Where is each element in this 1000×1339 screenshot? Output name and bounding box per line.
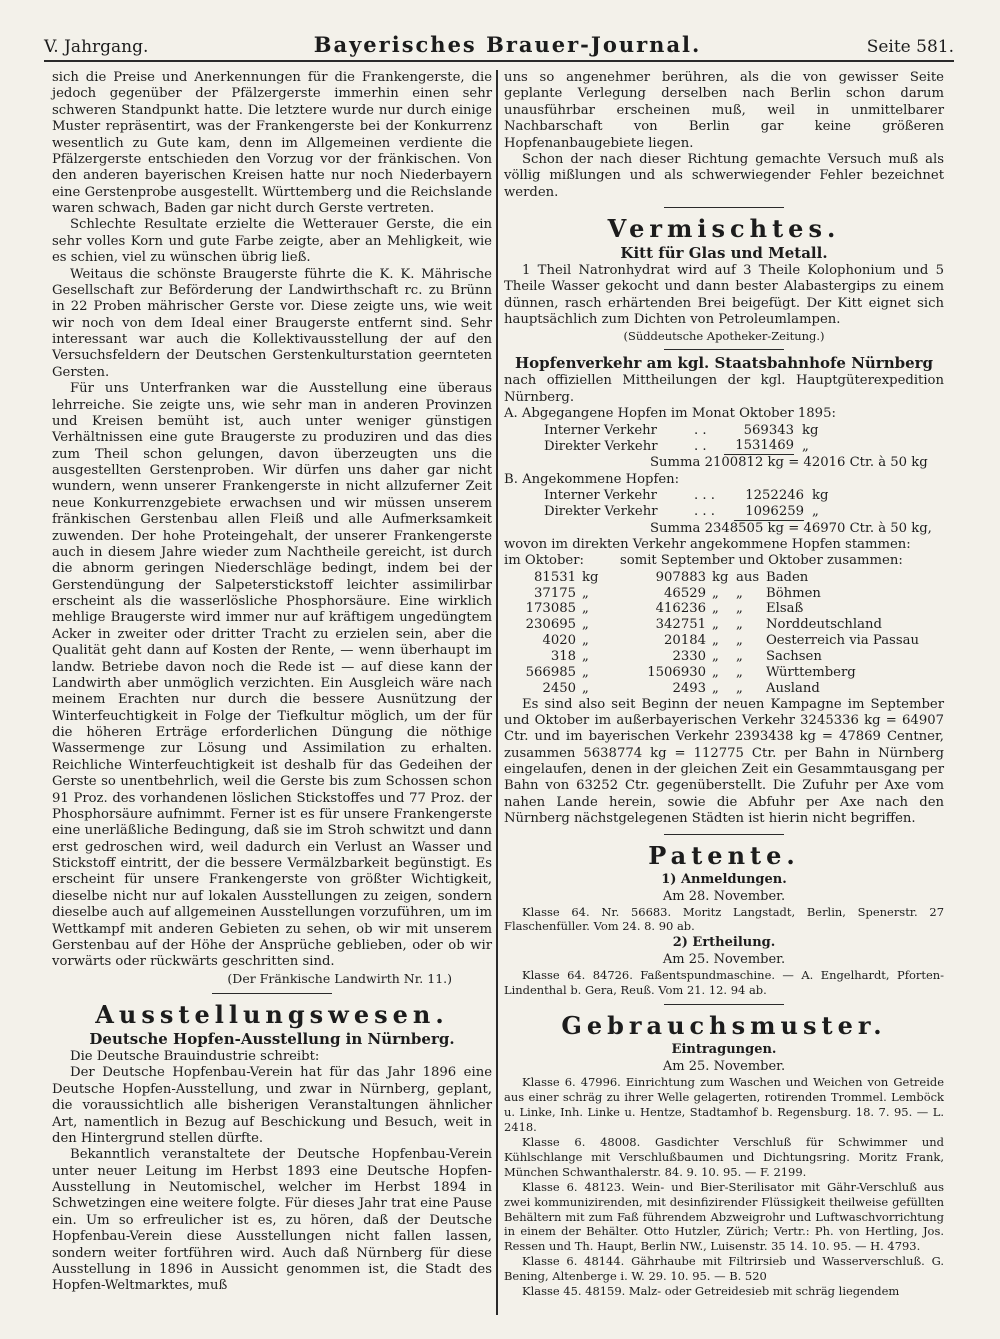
date-line: Am 25. November.	[662, 1059, 786, 1075]
subsection-heading: Eintragungen.	[671, 1042, 777, 1058]
cell-total: 46529	[664, 585, 706, 601]
sum-label: Summa	[650, 455, 701, 471]
row-unit: „	[812, 504, 819, 520]
paragraph: Der Deutsche Hopfenbau-Verein hat für das Jahr 1896 eine Deutsche Hopfen-Ausstellung, und zwar in Nürnberg, geplant, die voraussichtlich alle bisherigen Veranstaltungen ähnlicher Art, namentlich in Bezug auf Beschickung und Besuch, weit in den Hintergrund stellen dürfte.	[52, 1065, 492, 1146]
table-section-heading: A. Abgegangene Hopfen im Monat Oktober 1895:	[504, 406, 836, 422]
page-header	[44, 30, 954, 62]
cell-october: 230695	[525, 617, 576, 633]
journal-title: Bayerisches Brauer-Journal.	[313, 32, 702, 57]
patent-entry: Klasse 64. Nr. 56683. Moritz Langstadt, Berlin, Spenerstr. 27 Flaschenfüller. Vom 24. 8. 90 ab.	[504, 904, 944, 934]
cell-prep: „	[736, 649, 743, 665]
date-line: Am 28. November.	[662, 888, 786, 904]
cell-prep: „	[736, 601, 743, 617]
cell-unit: „	[582, 585, 589, 601]
row-value: 1096259	[734, 504, 804, 520]
row-value: 1531469	[724, 438, 794, 454]
cell-october: 566985	[525, 664, 576, 680]
table-row	[504, 649, 944, 665]
origin-table	[504, 570, 944, 697]
gm-entry: Klasse 6. 48008. Gasdichter Verschluß für Schwimmer und Kühlschlange mit Verschlußbaumen und Dichtungsring. Moritz Frank, München Schwanthalerstr. 84. 9. 10. 95. — F. 2199.	[504, 1134, 944, 1179]
paragraph: Bekanntlich veranstaltete der Deutsche Hopfenbau-Verein unter neuer Leitung im Herbst 1893 eine Deutsche Hopfen-Ausstellung in Neutomischel, welcher im Herbst 1894 in Schwetzingen eine weitere folgte. Für dieses Jahr trat eine Pause ein. Um so erfreulicher ist es, zu hören, daß der Deutsche Hopfenbau-Verein diese Ausstellungen nicht fallen lassen, sondern weiter fortführen wird. Auch daß Nürnberg für diese Ausstellung in 1896 in Aussicht genommen ist, die Stadt des Hopfen-Weltmarktes, muß	[52, 1147, 492, 1294]
sum-value: 2348505	[704, 520, 764, 536]
table-row	[504, 488, 944, 504]
section-rule	[664, 1004, 784, 1005]
section-title: Vermischtes.	[607, 214, 841, 243]
paragraph: Es sind also seit Beginn der neuen Kampagne im September und Oktober im außerbayerischen Verkehr 3245336 kg = 64907 Ctr. und im bayerischen Verkehr 2393438 kg = 47869 Centner, zusammen 5638774 kg = 112775 Ctr. per Bahn in Nürnberg eingelaufen, denen in der gleichen Zeit ein Gesammtausgang per Bahn von 63252 Ctr. gegenüberstellt. Die Zufuhr per Axe vom nahen Lande herein, sowie die Abfuhr per Axe nach den Nürnberg nächstgelegenen Städten ist hierin nicht begriffen.	[504, 696, 944, 827]
patent-entry: Klasse 64. 84726. Faßentspundmaschine. — A. Engelhardt, Pforten-Lindenthal b. Gera, Reuß. Vom 21. 12. 94 ab.	[504, 968, 944, 998]
cell-october: 2450	[542, 680, 576, 696]
right-column	[504, 70, 944, 1299]
cell-october: 318	[550, 649, 576, 665]
cell-unit: „	[712, 649, 719, 665]
sum-unit: kg	[767, 455, 784, 471]
incoming-table	[504, 488, 944, 521]
row-dots: . .	[694, 438, 707, 454]
cell-prep: „	[736, 585, 743, 601]
paragraph: sich die Preise und Anerkennungen für die Frankengerste, die jedoch gegenüber der Pfälzergerste immerhin einen sehr schweren Standpunkt hatte. Die letztere wurde nur durch einige Muster repräsentirt, was der Frankengerste bei der Konkurrenz wesentlich zu Gute kam, denn im Allgemeinen verdiente die Pfälzergerste entschieden den Vorzug vor der fränkischen. Von den anderen bayerischen Kreisen hatte nur noch Niederbayern eine Gerstenprobe ausgestellt. Württemberg und die Reichslande waren schwach, Baden gar nicht durch Gerste vertreten.	[52, 70, 492, 216]
gm-entry: Klasse 6. 48123. Wein- und Bier-Sterilisator mit Gähr-Verschluß aus zwei kommunizirenden, mit desinfizirender Flüssigkeit theilweise gefüllten Behältern mit zum Faß führendem Abzweigrohr und Luftwaschvorrichtung in einem der Behälter. Otto Hutzler, Zürich; Vertr.: Ph. von Hertling, Jos. Ressen und Th. Haupt, Berlin NW., Luisenstr. 35 14. 10. 95. — H. 4793.	[504, 1179, 944, 1254]
cell-unit: „	[712, 664, 719, 680]
cell-unit: „	[582, 633, 589, 649]
section-title: Patente.	[648, 840, 800, 870]
table-row	[504, 438, 944, 454]
cell-prep: „	[736, 664, 743, 680]
section-rule	[664, 349, 784, 350]
sum-value: 2100812	[704, 455, 764, 471]
cell-total: 416236	[655, 601, 706, 617]
row-label: Direkter Verkehr	[544, 504, 658, 520]
cell-october: 4020	[542, 633, 576, 649]
table-row	[504, 633, 944, 649]
section-rule	[664, 834, 784, 835]
hop-traffic-table	[504, 406, 944, 696]
outgoing-table	[504, 423, 944, 456]
cell-unit: kg	[712, 569, 729, 585]
cell-prep: „	[736, 617, 743, 633]
column-header: im Oktober:	[504, 553, 584, 569]
row-unit: kg	[802, 422, 819, 438]
cell-october: 37175	[534, 585, 576, 601]
cell-region: Sachsen	[766, 649, 822, 665]
sum-equivalent: = 46970 Ctr. à 50 kg,	[788, 520, 932, 536]
section-rule	[664, 207, 784, 208]
sum-label: Summa	[650, 520, 701, 536]
cell-unit: „	[582, 680, 589, 696]
cell-total: 20184	[664, 633, 706, 649]
source-citation: (Der Fränkische Landwirth Nr. 11.)	[227, 970, 452, 986]
paragraph: Weitaus die schönste Braugerste führte die K. K. Mährische Gesellschaft zur Beförderung der Landwirthschaft rc. zu Brünn in 22 Proben mährischer Gerste vor. Diese zeigte uns, wie weit wir noch von dem Ideal einer Braugerste entfernt sind. Sehr interessant war auch die Kollektivausstellung der auf den Versuchsfeldern der Deutschen Gerstenkulturstation geernteten Gersten.	[52, 266, 492, 380]
table-row	[504, 586, 944, 602]
cell-region: Oesterreich via Passau	[766, 633, 919, 649]
table-section-heading: B. Angekommene Hopfen:	[504, 471, 680, 487]
section-rule	[212, 993, 332, 994]
cell-prep: „	[736, 680, 743, 696]
column-divider	[496, 70, 498, 1315]
subsection-heading: 1) Anmeldungen.	[661, 871, 787, 887]
table-row	[504, 681, 944, 697]
article-title: Kitt für Glas und Metall.	[620, 244, 828, 262]
section-title: Gebrauchsmuster.	[561, 1011, 887, 1041]
cell-total: 342751	[655, 617, 706, 633]
row-unit: „	[802, 438, 809, 454]
row-label: Interner Verkehr	[544, 422, 657, 438]
cell-unit: „	[712, 585, 719, 601]
cell-unit: kg	[582, 569, 599, 585]
sum-row	[504, 455, 944, 471]
cell-region: Norddeutschland	[766, 617, 882, 633]
paragraph: Die Deutsche Brauindustrie schreibt:	[70, 1049, 320, 1064]
source-citation: (Süddeutsche Apotheker-Zeitung.)	[623, 328, 825, 343]
sum-row	[504, 521, 944, 537]
cell-unit: „	[712, 601, 719, 617]
row-label: Direkter Verkehr	[544, 438, 658, 454]
paragraph: Schlechte Resultate erzielte die Wetterauer Gerste, die ein sehr volles Korn und gute Farbe zeigte, aber an Mehligkeit, wie es schien, viel zu wünschen übrig ließ.	[52, 217, 492, 266]
cell-region: Württemberg	[766, 664, 856, 680]
cell-unit: „	[582, 617, 589, 633]
gm-entry: Klasse 45. 48159. Malz- oder Getreidesieb mit schräg liegendem	[522, 1284, 900, 1299]
cell-unit: „	[582, 649, 589, 665]
cell-unit: „	[712, 617, 719, 633]
origin-table-header	[504, 553, 944, 569]
paragraph: uns so angenehmer berühren, als die von gewisser Seite geplante Verlegung derselben nach Berlin schon darum unausführbar erscheinen muß, weil in unmittelbarer Nachbarschaft von Berlin gar keine größeren Hopfenanbaugebiete liegen.	[504, 70, 944, 151]
row-unit: kg	[812, 487, 829, 503]
section-title: Ausstellungswesen.	[95, 1000, 449, 1029]
cell-region: Baden	[766, 569, 809, 585]
row-value: 1252246	[745, 487, 804, 503]
date-line: Am 25. November.	[662, 952, 786, 968]
article-title: Deutsche Hopfen-Ausstellung in Nürnberg.	[89, 1030, 455, 1048]
sum-unit: kg	[767, 520, 784, 536]
table-row	[504, 570, 944, 586]
cell-unit: „	[582, 664, 589, 680]
cell-unit: „	[712, 633, 719, 649]
article-title: Hopfenverkehr am kgl. Staatsbahnhofe Nürnberg	[514, 354, 934, 373]
cell-october: 81531	[534, 569, 576, 585]
gm-entry: Klasse 6. 47996. Einrichtung zum Waschen und Weichen von Getreide aus einer schräg zu ihrer Welle gelagerten, rotirenden Trommel. Lemböck u. Linke, Inh. Linke u. Hentze, Stadtamhof b. Regensburg. 18. 7. 95. — L. 2418.	[504, 1075, 944, 1134]
subsection-heading: 2) Ertheilung.	[672, 935, 776, 951]
cell-prep: „	[736, 633, 743, 649]
table-row	[504, 617, 944, 633]
cell-unit: „	[712, 680, 719, 696]
table-row	[504, 423, 944, 439]
row-value: 569343	[743, 422, 794, 438]
row-dots: . . .	[694, 487, 715, 503]
column-header: somit September und Oktober zusammen:	[620, 553, 903, 569]
table-row	[504, 504, 944, 520]
volume-label: V. Jahrgang.	[44, 37, 149, 57]
row-dots: . .	[694, 422, 707, 438]
cell-prep: aus	[736, 569, 760, 585]
paragraph: nach offiziellen Mittheilungen der kgl. Hauptgüterexpedition Nürnberg.	[504, 373, 944, 405]
sum-equivalent: = 42016 Ctr. à 50 kg	[788, 455, 928, 471]
gm-entry: Klasse 6. 48144. Gährhaube mit Filtrirsieb und Wasserverschluß. G. Bening, Altenberge i. W. 29. 10. 95. — B. 520	[504, 1254, 944, 1284]
cell-total: 2330	[672, 649, 706, 665]
cell-region: Elsaß	[766, 601, 804, 617]
cell-unit: „	[582, 601, 589, 617]
paragraph: 1 Theil Natronhydrat wird auf 3 Theile Kolophonium und 5 Theile Wasser gekocht und dann bester Alabastergips zu einem dünnen, rasch erhärtenden Brei beigefügt. Der Kitt eignet sich hauptsächlich zum Dichten von Petroleumlampen.	[504, 263, 944, 328]
page-number: Seite 581.	[866, 37, 954, 57]
cell-region: Böhmen	[766, 585, 821, 601]
left-column	[52, 70, 492, 1295]
paragraph: Schon der nach dieser Richtung gemachte Versuch muß als völlig mißlungen und als schwerwiegender Fehler bezeichnet werden.	[504, 151, 944, 200]
cell-total: 1506930	[647, 664, 706, 680]
cell-region: Ausland	[766, 680, 820, 696]
cell-october: 173085	[525, 601, 576, 617]
row-dots: . . .	[694, 504, 715, 520]
paragraph: wovon im direkten Verkehr angekommene Hopfen stammen:	[504, 537, 911, 553]
table-row	[504, 665, 944, 681]
cell-total: 2493	[672, 680, 706, 696]
cell-total: 907883	[655, 569, 706, 585]
row-label: Interner Verkehr	[544, 487, 657, 503]
table-row	[504, 601, 944, 617]
paragraph: Für uns Unterfranken war die Ausstellung eine überaus lehrreiche. Sie zeigte uns, wie sehr man in anderen Provinzen und Kreisen bemüht ist, auch unter weniger günstigen Verhältnissen eine gute Braugerste zu produziren und das dies zum Theil schon gelungen, davon überzeugten uns die ausgestellten Gerstenproben. Wir dürfen uns daher gar nicht wundern, wenn unserer Frankengerste in nicht allzuferner Zeit neue Konkurrenzgebiete erwachsen und wir müssen unserem fränkischen Gerstenbau allen Fleiß und alle Aufmerksamkeit zuwenden. Der hohe Proteingehalt, der unserer Frankengerste auch in diesem Jahre wieder zum Nachtheile gereicht, ist durch die abnorm geringen Niederschläge bedingt, indem bei der Gerstendüngung der Salpeterstickstoff leichter assimilirbar erscheint als die wasserlösliche Phosphorsäure. Eine wirklich mehlige Braugerste wird immer nur auf kräftigem ungedüngtem Acker in zweiter oder dritter Tracht zu erzielen sein, aber die Qualität geht dann auf Kosten der Rente, — wenn überhaupt im landw. Betriebe davon noch die Rede ist — auf diese kann der Landwirth aber unmöglich verzichten. Ein Ausgleich wäre nach meinem Erachten nur durch die bessere Ausnützung der Winterfeuchtigkeit in Folge der Tiefkultur möglich, um der für die höheren Erträge erforderlichen Düngung die nöthige Wassermenge zur Lösung und Assimilation zu erhalten. Reichliche Winterfeuchtigkeit ist deshalb für das Gedeihen der Gerste so unentbehrlich, weil die Gerste bis zum Schossen schon 91 Proz. des vorhandenen löslichen Stickstoffes und 77 Proz. der Phosphorsäure aufnimmt. Ferner ist es für unsere Frankengerste eine unerläßliche Bedingung, daß sie im Stroh schwitzt und dann erst gedroschen wird, weil dadurch ein Verlust an Wasser und Stickstoff eintritt, der die bessere Vermälzbarkeit begünstigt. Es erscheint für unsere Frankengerste von größter Wichtigkeit, dieselbe nicht nur auf lokalen Ausstellungen zu zeigen, sondern dieselbe auch auf allgemeinen Ausstellungen vorzuführen, um im Wettkampf mit anderen Gebieten zu sehen, ob wir mit unserem Gerstenbau auf der Höhe der Ansprüche geblieben, oder ob wir vorwärts oder rückwärts geschritten sind.	[52, 381, 492, 970]
